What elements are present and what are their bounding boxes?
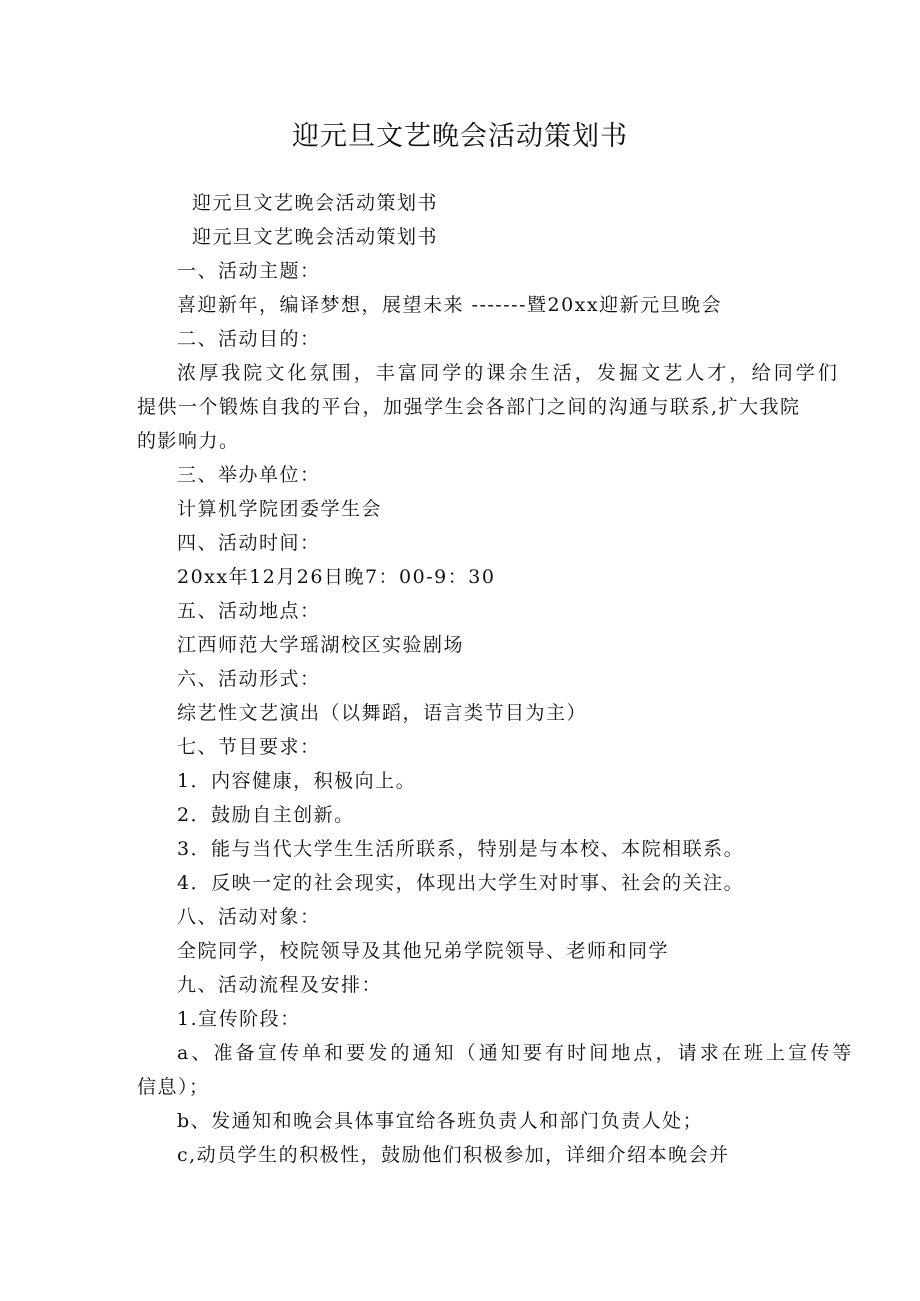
process-item-a-line-2: 信息）； (137, 1076, 210, 1098)
location-text: 江西师范大学瑶湖校区实验剧场 (177, 634, 465, 656)
section-heading-location: 五、活动地点： (177, 600, 321, 622)
section-heading-theme: 一、活动主题： (177, 260, 321, 282)
purpose-text-line-1: 浓厚我院文化氛围，丰富同学的课余生活，发掘文艺人才，给同学们 (177, 362, 841, 384)
section-heading-organizer: 三、举办单位： (177, 464, 321, 486)
section-heading-format: 六、活动形式： (177, 668, 321, 690)
process-item-a-line-1: a、准备宣传单和要发的通知（通知要有时间地点，请求在班上宣传等 (177, 1042, 855, 1064)
organizer-text: 计算机学院团委学生会 (177, 498, 383, 520)
document-title: 迎元旦文艺晚会活动策划书 (292, 121, 628, 152)
section-heading-time: 四、活动时间： (177, 532, 321, 554)
audience-text: 全院同学，校院领导及其他兄弟学院领导、老师和同学 (177, 940, 670, 962)
purpose-text-line-3: 的影响力。 (137, 430, 240, 452)
process-item-c: c,动员学生的积极性，鼓励他们积极参加，详细介绍本晚会并 (177, 1144, 730, 1166)
section-heading-purpose: 二、活动目的： (177, 328, 321, 350)
requirement-item-3: 3．能与当代大学生生活所联系，特别是与本校、本院相联系。 (177, 838, 745, 860)
requirement-item-1: 1．内容健康，积极向上。 (177, 770, 417, 792)
section-heading-process: 九、活动流程及安排： (177, 974, 383, 996)
section-heading-audience: 八、活动对象： (177, 906, 321, 928)
section-heading-requirements: 七、节目要求： (177, 736, 321, 758)
process-stage-1: 1.宣传阶段： (177, 1008, 301, 1030)
format-text: 综艺性文艺演出（以舞蹈，语言类节目为主） (177, 702, 588, 724)
time-text: 20xx年12月26日晚7：00-9：30 (177, 566, 496, 588)
subtitle-line-1: 迎元旦文艺晚会活动策划书 (192, 192, 439, 214)
theme-text: 喜迎新年，编译梦想，展望未来 -------暨20xx迎新元旦晚会 (177, 294, 723, 316)
subtitle-line-2: 迎元旦文艺晚会活动策划书 (192, 226, 439, 248)
purpose-text-line-2: 提供一个锻炼自我的平台，加强学生会各部门之间的沟通与联系,扩大我院 (137, 396, 801, 418)
process-item-b: b、发通知和晚会具体事宜给各班负责人和部门负责人处； (177, 1110, 704, 1132)
requirement-item-2: 2．鼓励自主创新。 (177, 804, 355, 826)
requirement-item-4: 4．反映一定的社会现实，体现出大学生对时事、社会的关注。 (177, 872, 745, 894)
